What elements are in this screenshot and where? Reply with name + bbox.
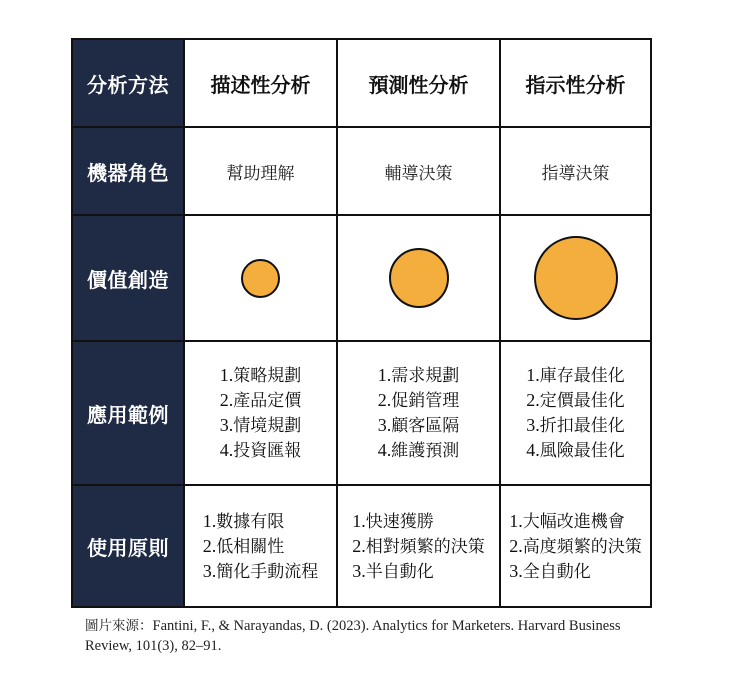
machine-role-predictive (338, 128, 499, 214)
list-item-text: 顧客區隔 (391, 416, 460, 436)
row-header-label: 使用原則 (87, 535, 169, 560)
list-item-number: 2. (202, 535, 217, 556)
use-case-list (526, 363, 625, 463)
list-item (378, 363, 460, 388)
use-case-list (220, 363, 302, 463)
list-item-text: 簡化手動流程 (216, 561, 319, 582)
list-item-text: 庫存最佳化 (539, 366, 625, 386)
source-caption-citation: Fantini, F., & Narayandas, D. (2023). Analytics for Marketers. Harvard Business Review, 101(3), 82–91. (85, 618, 621, 654)
machine-role-prescriptive (501, 128, 650, 214)
column-header-label: 指示性分析 (525, 72, 626, 97)
list-item-text: 大幅改進機會 (522, 511, 625, 532)
list-item-number: 4. (377, 440, 392, 460)
list-item (526, 438, 625, 463)
machine-role-text: 幫助理解 (226, 163, 295, 184)
list-item-text: 折扣最佳化 (539, 416, 625, 436)
list-item-number: 1. (352, 510, 366, 531)
source-caption-label: 圖片來源： (85, 618, 153, 634)
list-item (509, 559, 642, 584)
list-item (509, 509, 642, 534)
list-item (220, 388, 302, 413)
analytics-comparison-table (71, 38, 652, 608)
list-item-number: 3. (526, 415, 540, 435)
row-header-label: 價值創造 (87, 267, 169, 292)
machine-role-descriptive (185, 128, 336, 214)
use-cases-prescriptive (501, 342, 650, 484)
column-header-label: 預測性分析 (368, 72, 469, 97)
list-item-number: 2. (526, 390, 540, 410)
principles-prescriptive (501, 486, 650, 606)
list-item-text: 情境規劃 (233, 416, 302, 436)
list-item (378, 388, 460, 413)
column-header-prescriptive (501, 40, 650, 126)
corner-label-cell (73, 40, 183, 126)
machine-role-text: 輔導決策 (384, 163, 453, 184)
list-item-text: 高度頻繁的決策 (522, 536, 642, 557)
use-case-list (378, 363, 460, 463)
list-item-number: 1. (377, 365, 392, 385)
list-item-text: 投資匯報 (233, 441, 302, 461)
list-item-text: 產品定價 (233, 391, 302, 411)
list-item-text: 低相關性 (216, 536, 285, 557)
list-item (378, 413, 460, 438)
value-circle-large-icon (534, 236, 618, 320)
value-circle-small-icon (241, 259, 280, 298)
list-item (509, 534, 642, 559)
column-header-descriptive (185, 40, 336, 126)
list-item-number: 2. (377, 390, 392, 410)
row-header-value-creation (73, 216, 183, 340)
list-item-text: 策略規劃 (233, 366, 302, 386)
list-item-text: 促銷管理 (391, 391, 460, 411)
value-circle-medium-icon (389, 248, 449, 308)
source-caption (85, 616, 655, 656)
list-item (203, 559, 319, 584)
list-item-number: 1. (219, 365, 234, 385)
column-header-predictive (338, 40, 499, 126)
principles-predictive (338, 486, 499, 606)
list-item (203, 534, 319, 559)
list-item (220, 438, 302, 463)
list-item-number: 3. (202, 560, 217, 581)
value-creation-descriptive (185, 216, 336, 340)
list-item-number: 4. (219, 440, 234, 460)
list-item-text: 風險最佳化 (539, 441, 625, 461)
list-item-text: 需求規劃 (391, 366, 460, 386)
corner-label: 分析方法 (87, 72, 169, 97)
list-item-text: 維護預測 (391, 441, 460, 461)
list-item (220, 413, 302, 438)
list-item-number: 3. (219, 415, 234, 435)
list-item-text: 快速獲勝 (365, 511, 434, 532)
list-item-number: 2. (219, 390, 234, 410)
list-item-number: 4. (526, 440, 540, 460)
list-item-number: 1. (509, 510, 523, 531)
list-item-number: 3. (509, 560, 523, 581)
list-item (352, 559, 485, 584)
list-item (526, 388, 625, 413)
list-item-text: 半自動化 (365, 561, 434, 582)
principle-list (203, 509, 319, 584)
list-item-text: 數據有限 (216, 511, 285, 532)
list-item-number: 2. (352, 535, 366, 556)
row-header-use-cases (73, 342, 183, 484)
list-item-number: 3. (377, 415, 392, 435)
row-header-label: 機器角色 (87, 160, 169, 185)
list-item-text: 全自動化 (522, 561, 591, 582)
row-header-principles (73, 486, 183, 606)
value-creation-predictive (338, 216, 499, 340)
list-item (526, 413, 625, 438)
list-item-text: 相對頻繁的決策 (365, 536, 485, 557)
column-header-label: 描述性分析 (210, 72, 311, 97)
list-item-number: 1. (526, 365, 540, 385)
principles-descriptive (185, 486, 336, 606)
list-item-text: 定價最佳化 (539, 391, 625, 411)
list-item-number: 2. (509, 535, 523, 556)
row-header-label: 應用範例 (87, 402, 169, 427)
list-item (203, 509, 319, 534)
list-item-number: 1. (202, 510, 217, 531)
list-item (352, 534, 485, 559)
use-cases-descriptive (185, 342, 336, 484)
list-item (526, 363, 625, 388)
list-item (352, 509, 485, 534)
use-cases-predictive (338, 342, 499, 484)
principle-list (509, 509, 642, 584)
list-item-number: 3. (352, 560, 366, 581)
list-item (378, 438, 460, 463)
machine-role-text: 指導決策 (541, 163, 610, 184)
row-header-machine-role (73, 128, 183, 214)
value-creation-prescriptive (501, 216, 650, 340)
list-item (220, 363, 302, 388)
principle-list (352, 509, 485, 584)
